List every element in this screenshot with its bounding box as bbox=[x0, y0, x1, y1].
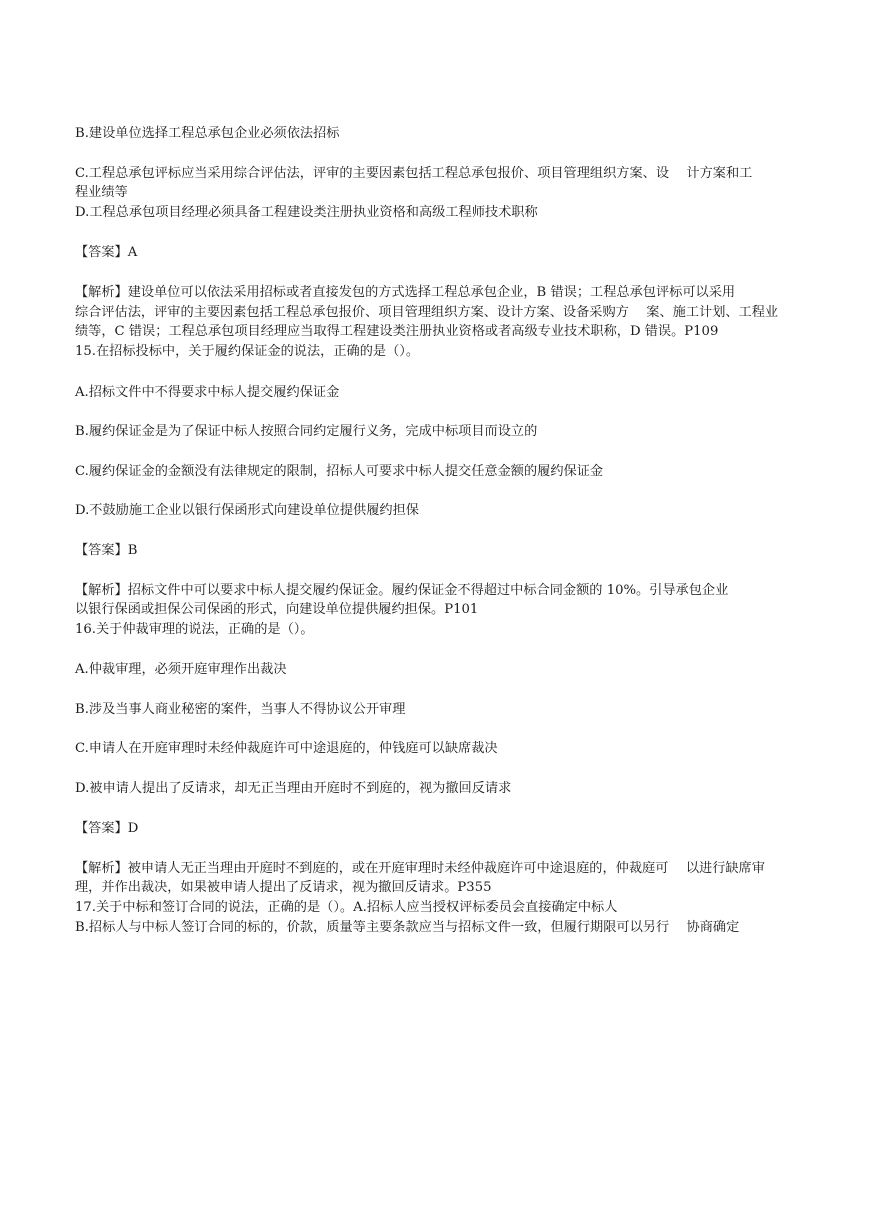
analysis-q14-line2: 综合评估法，评审的主要因素包括工程总承包报价、项目管理组织方案、设计方案、设备采购方 案、施工计划、工程业 bbox=[75, 305, 779, 320]
option-d-q15: D.不鼓励施工企业以银行保函形式向建设单位提供履约担保 bbox=[75, 503, 419, 518]
analysis-q16-line1: 【解析】被申请人无正当理由开庭时不到庭的，或在开庭审理时未经仲裁庭许可中途退庭的，仲裁庭可 以进行缺席审 bbox=[75, 861, 765, 876]
option-a-q15: A.招标文件中不得要求中标人提交履约保证金 bbox=[75, 385, 340, 400]
option-b-q14: B.建设单位选择工程总承包企业必须依法招标 bbox=[75, 126, 340, 141]
question-16: 16.关于仲裁审理的说法，正确的是（）。 bbox=[75, 622, 314, 637]
analysis-q16-line2: 理，并作出裁决，如果被申请人提出了反请求，视为撤回反请求。P355 bbox=[75, 880, 492, 895]
option-c-q14-line2: 程业绩等 bbox=[75, 185, 128, 200]
option-c-q15: C.履约保证金的金额没有法律规定的限制，招标人可要求中标人提交任意金额的履约保证金 bbox=[75, 464, 604, 479]
option-a-q16: A.仲裁审理，必须开庭审理作出裁决 bbox=[75, 662, 287, 677]
analysis-q15-line1: 【解析】招标文件中可以要求中标人提交履约保证金。履约保证金不得超过中标合同金额的 10%。引导承包企业 bbox=[75, 583, 729, 598]
answer-q14: 【答案】A bbox=[75, 245, 138, 260]
option-d-q16: D.被申请人提出了反请求，却无正当理由开庭时不到庭的，视为撤回反请求 bbox=[75, 781, 512, 796]
option-d-q14: D.工程总承包项目经理必须具备工程建设类注册执业资格和高级工程师技术职称 bbox=[75, 205, 538, 220]
analysis-q15-line2: 以银行保函或担保公司保函的形式，向建设单位提供履约担保。P101 bbox=[75, 602, 479, 617]
answer-q15: 【答案】B bbox=[75, 543, 138, 558]
answer-q16: 【答案】D bbox=[75, 821, 139, 836]
analysis-q14-line3: 绩等，C 错误；工程总承包项目经理应当取得工程建设类注册执业资格或者高级专业技术职称，D 错误。P109 bbox=[75, 324, 719, 339]
question-17: 17.关于中标和签订合同的说法，正确的是（）。A.招标人应当授权评标委员会直接确定中标人 bbox=[75, 900, 618, 915]
option-b-q17: B.招标人与中标人签订合同的标的，价款，质量等主要条款应当与招标文件一致，但履行期限可以另行 协商确定 bbox=[75, 920, 740, 935]
option-b-q15: B.履约保证金是为了保证中标人按照合同约定履行义务，完成中标项目而设立的 bbox=[75, 424, 538, 439]
question-15: 15.在招标投标中，关于履约保证金的说法，正确的是（）。 bbox=[75, 344, 420, 359]
analysis-q14-line1: 【解析】建设单位可以依法采用招标或者直接发包的方式选择工程总承包企业，B 错误；工程总承包评标可以采用 bbox=[75, 285, 736, 300]
option-b-q16: B.涉及当事人商业秘密的案件，当事人不得协议公开审理 bbox=[75, 702, 406, 717]
option-c-q14-line1: C.工程总承包评标应当采用综合评估法，评审的主要因素包括工程总承包报价、项目管理组织方案、设 计方案和工 bbox=[75, 166, 753, 181]
option-c-q16: C.申请人在开庭审理时未经仲裁庭许可中途退庭的，仲钱庭可以缺席裁决 bbox=[75, 741, 498, 756]
